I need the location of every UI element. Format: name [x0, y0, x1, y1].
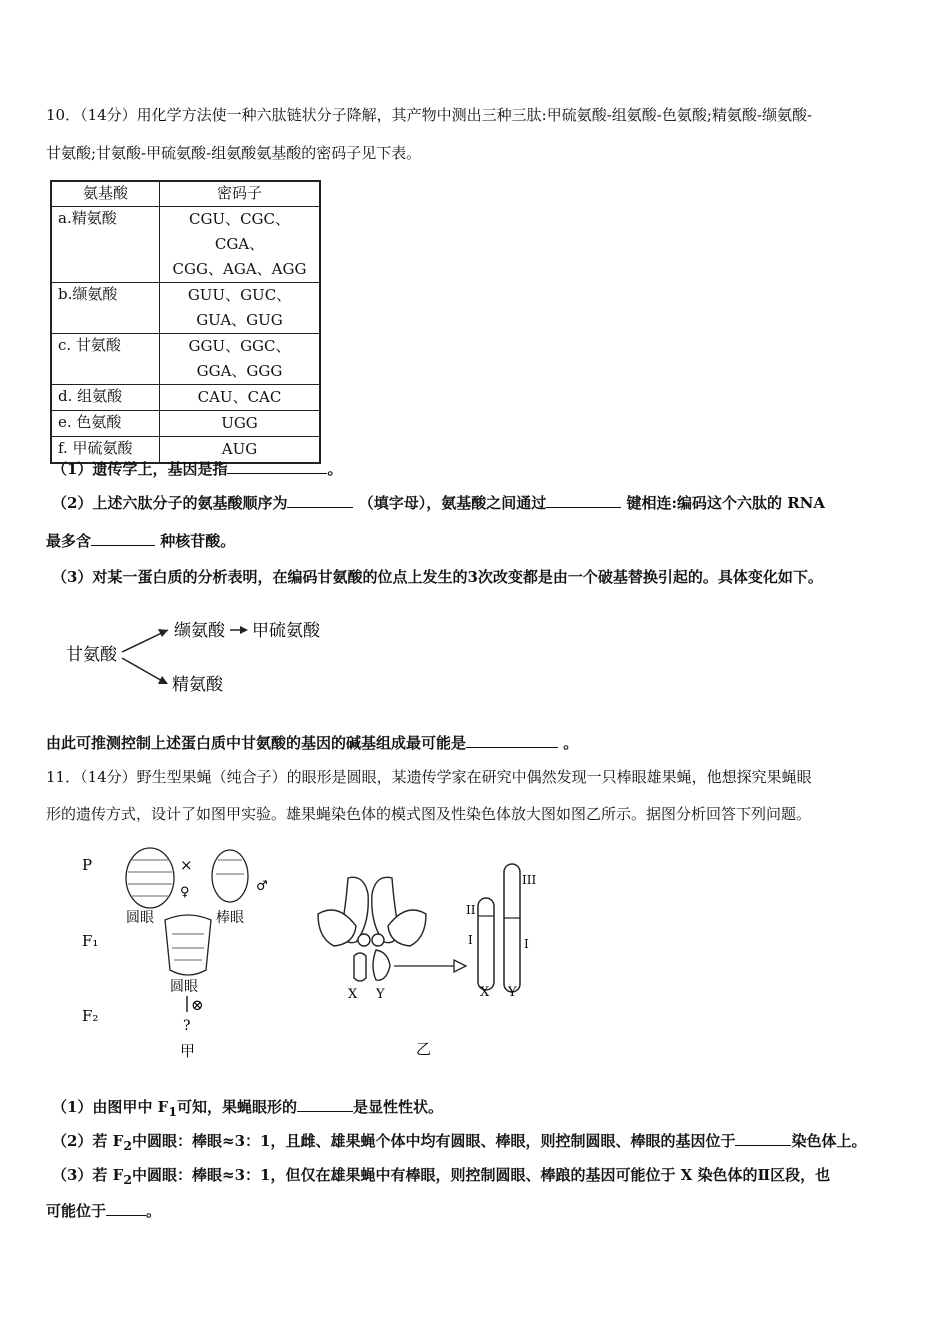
q10-stem-line1: 10．（14分）用化学方法使一种六肽链状分子降解，其产物中测出三种三肽:甲硫氨酸-组氨酸-色氨酸;精氨酸-缬氨酸- [46, 106, 813, 124]
q11-stem-line1: 11．（14分）野生型果蝇（纯合子）的眼形是圆眼，某遗传学家在研究中偶然发现一只棒眼雄果蝇，他想探究果蝇眼 [46, 768, 812, 786]
q10-part2: （2）上述六肽分子的氨基酸顺序为 （填字母），氨基酸之间通过 键相连:编码这个六肽的 RNA [52, 494, 826, 512]
caption-yi: 乙 [416, 1040, 432, 1058]
q10-stem-line2: 甘氨酸;甘氨酸-甲硫氨酸-组氨酸氨基酸的密码子见下表。 [46, 144, 422, 162]
answer-blank[interactable] [297, 1097, 353, 1112]
caption-jia: 甲 [180, 1042, 196, 1060]
figure-jia-cross [70, 838, 300, 1063]
y-chromosome [504, 864, 520, 992]
region-iii-label: III [522, 873, 537, 887]
amino-acid-name: b.缬氨酸 [51, 283, 160, 334]
codon-cell: CAU、CAC [160, 385, 321, 411]
amino-acid-name: a.精氨酸 [51, 207, 160, 283]
table-row [51, 385, 320, 411]
answer-blank[interactable] [735, 1131, 791, 1146]
table-row [51, 283, 320, 334]
q11-part3: （3）若 $F_2$中圆眼：棒眼≈3：1，但仅在雄果蝇中有棒眼，则控制圆眼、棒踉的基因可能位于 X 染色体的Ⅱ区段，也 [52, 1166, 831, 1187]
label-round-eye-p: 圆眼 [126, 910, 154, 926]
label-x-karyotype: X [348, 987, 358, 1002]
label-bar-eye: 棒眼 [216, 910, 244, 926]
male-symbol: ♂ [256, 879, 268, 894]
q11-part3-cont: 可能位于 。 [46, 1202, 162, 1220]
answer-blank[interactable] [227, 459, 327, 474]
figure-yi-chromosomes [308, 846, 558, 1061]
diagram-glycine: 甘氨酸 [66, 645, 117, 665]
q10-part2-cont: 最多含 种核苷酸。 [46, 532, 236, 550]
label-x-enlarged: X [480, 985, 490, 1000]
label-round-eye-f1: 圆眼 [170, 979, 198, 995]
answer-blank[interactable] [287, 493, 353, 508]
f1-fly [165, 915, 211, 975]
table-header-codon: 密码子 [160, 181, 321, 207]
table-row [51, 207, 320, 283]
diagram-arginine: 精氨酸 [172, 675, 223, 695]
q11-part2: （2）若 $F_2$中圆眼：棒眼≈3：1，且雌、雄果蝇个体中均有圆眼、棒眼，则控制圆眼、棒眼的基因位于 染色体上。 [52, 1132, 867, 1153]
label-p: P [82, 856, 93, 874]
label-y-enlarged: Y [508, 985, 517, 1000]
codon-cell: UGG [160, 411, 321, 437]
self-cross-symbol: ⊗ [191, 996, 204, 1014]
codon-cell: AUG [160, 437, 321, 464]
label-y-karyotype: Y [376, 987, 385, 1002]
amino-acid-name: f. 甲硫氨酸 [51, 437, 160, 464]
male-fly-bar-eye [212, 850, 248, 902]
amino-acid-name: d. 组氨酸 [51, 385, 160, 411]
region-i-label-left: I [468, 933, 473, 947]
arrow-right-head [240, 626, 248, 634]
mutation-diagram [60, 610, 340, 700]
enlarge-arrow-head [454, 960, 466, 972]
diagram-methionine: 甲硫氨酸 [252, 621, 320, 641]
arrow-down [122, 658, 164, 682]
diagram-valine: 缬氨酸 [174, 621, 225, 641]
q11-part1: （1）由图甲中 $F_1$可知，果蝇眼形的 是显性性状。 [52, 1098, 444, 1119]
q10-part3: （3）对某一蛋白质的分析表明，在编码甘氨酸的位点上发生的3次改变都是由一个破基替换引起的。具体变化如下。 [52, 568, 823, 586]
q11-stem-line2: 形的遗传方式，设计了如图甲实验。雄果蝇染色体的模式图及性染色体放大图如图乙所示。据图分析回答下列问题。 [46, 805, 812, 823]
codon-cell: GUU、GUC、 GUA、GUG [160, 283, 321, 334]
table-header-amino-acid: 氨基酸 [51, 181, 160, 207]
region-i-label-right: I [524, 937, 529, 951]
q10-part3-conclusion: 由此可推测控制上述蛋白质中甘氨酸的基因的碱基组成最可能是 。 [46, 734, 579, 752]
codon-table [50, 180, 321, 464]
x-chromosome [478, 898, 494, 990]
label-f2: F₂ [82, 1007, 99, 1025]
answer-blank[interactable] [91, 531, 155, 546]
table-row [51, 334, 320, 385]
q10-part1: （1）遗传学上，基因是指 。 [52, 460, 343, 478]
answer-blank[interactable] [106, 1201, 146, 1216]
cross-symbol: × [180, 856, 193, 874]
answer-blank[interactable] [546, 493, 621, 508]
arrow-up-head [158, 629, 168, 637]
female-symbol: ♀ [180, 885, 190, 900]
amino-acid-name: c. 甘氨酸 [51, 334, 160, 385]
answer-blank[interactable] [466, 733, 558, 748]
female-fly-round-eye [126, 848, 174, 908]
region-ii-label: II [466, 903, 476, 917]
codon-cell: GGU、GGC、 GGA、GGG [160, 334, 321, 385]
label-f1: F₁ [82, 932, 99, 950]
amino-acid-name: e. 色氨酸 [51, 411, 160, 437]
f2-unknown: ? [183, 1018, 191, 1034]
codon-cell: CGU、CGC、CGA、 CGG、AGA、AGG [160, 207, 321, 283]
table-row [51, 411, 320, 437]
